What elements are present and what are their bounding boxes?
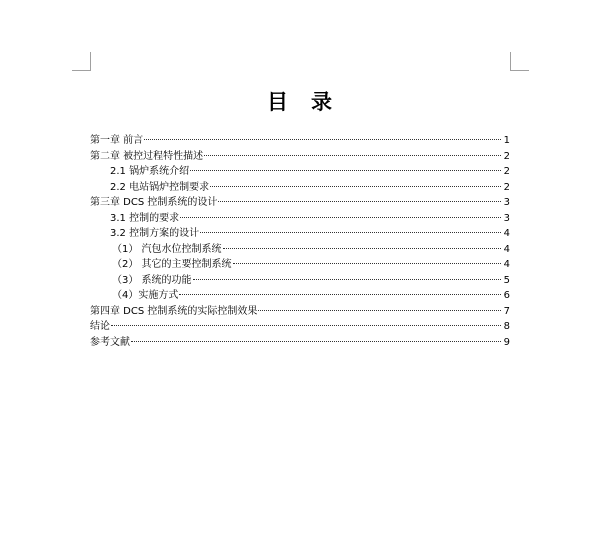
toc-entry[interactable]	[90, 226, 510, 242]
toc-entry-label: 结论	[90, 321, 110, 332]
dot-leader	[131, 341, 501, 342]
toc-entry[interactable]	[90, 149, 510, 165]
toc-entry[interactable]	[90, 257, 510, 273]
toc-entry[interactable]	[90, 164, 510, 180]
toc-entry-label: 3.2 控制方案的设计	[110, 228, 200, 239]
toc-entry-label: （2） 其它的主要控制系统	[112, 259, 232, 270]
toc-entry-page: 4	[503, 243, 510, 255]
dot-leader	[258, 310, 501, 311]
dot-leader	[193, 279, 501, 280]
dot-leader	[223, 248, 501, 249]
toc-entry[interactable]	[90, 211, 510, 227]
toc-entry-page: 4	[503, 259, 510, 270]
toc-entry-page: 7	[503, 305, 510, 317]
margin-corner-mark-right	[510, 52, 529, 71]
toc-entry-label: 2.2 电站锅炉控制要求	[110, 181, 210, 193]
dot-leader	[210, 186, 501, 187]
dot-leader	[200, 232, 501, 233]
toc-entry-page: 1	[503, 135, 510, 146]
toc-entry-page: 5	[503, 274, 510, 286]
dot-leader	[233, 263, 501, 264]
dot-leader	[179, 294, 501, 295]
toc-entry-page: 8	[503, 321, 510, 332]
margin-corner-mark-left	[72, 52, 91, 71]
toc-entry[interactable]	[90, 319, 510, 335]
toc-entry-label: （3） 系统的功能	[112, 274, 192, 286]
toc-entry-page: 6	[503, 290, 510, 301]
toc-entry-label: 参考文献	[90, 336, 130, 348]
toc-entry-label: 第二章 被控过程特性描述	[90, 150, 204, 162]
toc-entry-page: 2	[503, 181, 510, 193]
toc-entry[interactable]	[90, 242, 510, 258]
dot-leader	[204, 155, 501, 156]
toc-entry-label: 第三章 DCS 控制系统的设计	[90, 197, 218, 208]
dot-leader	[218, 201, 501, 202]
toc-entry[interactable]	[90, 273, 510, 289]
toc-entry-label: （4）实施方式	[112, 290, 179, 301]
toc-entry-label: 3.1 控制的要求	[110, 212, 180, 224]
toc-entry[interactable]	[90, 133, 510, 149]
toc-entry-page: 2	[503, 150, 510, 162]
dot-leader	[190, 170, 501, 171]
toc-entry-page: 3	[503, 197, 510, 208]
toc-entry-label: 第四章 DCS 控制系统的实际控制效果	[90, 305, 258, 317]
toc-entry-page: 9	[503, 336, 510, 348]
toc-entry[interactable]	[90, 304, 510, 320]
toc-entry-label: 2.1 锅炉系统介绍	[110, 166, 190, 177]
toc-entry-page: 2	[503, 166, 510, 177]
dot-leader	[144, 139, 501, 140]
toc-entry-page: 4	[503, 228, 510, 239]
table-of-contents	[90, 133, 510, 350]
toc-entry-label: （1） 汽包水位控制系统	[112, 243, 222, 255]
toc-entry-label: 第一章 前言	[90, 135, 144, 146]
dot-leader	[180, 217, 501, 218]
toc-entry[interactable]	[90, 288, 510, 304]
toc-title: 目 录	[267, 90, 333, 114]
toc-entry-page: 3	[503, 212, 510, 224]
dot-leader	[111, 325, 501, 326]
toc-entry[interactable]	[90, 195, 510, 211]
toc-entry[interactable]	[90, 335, 510, 351]
toc-entry[interactable]	[90, 180, 510, 196]
